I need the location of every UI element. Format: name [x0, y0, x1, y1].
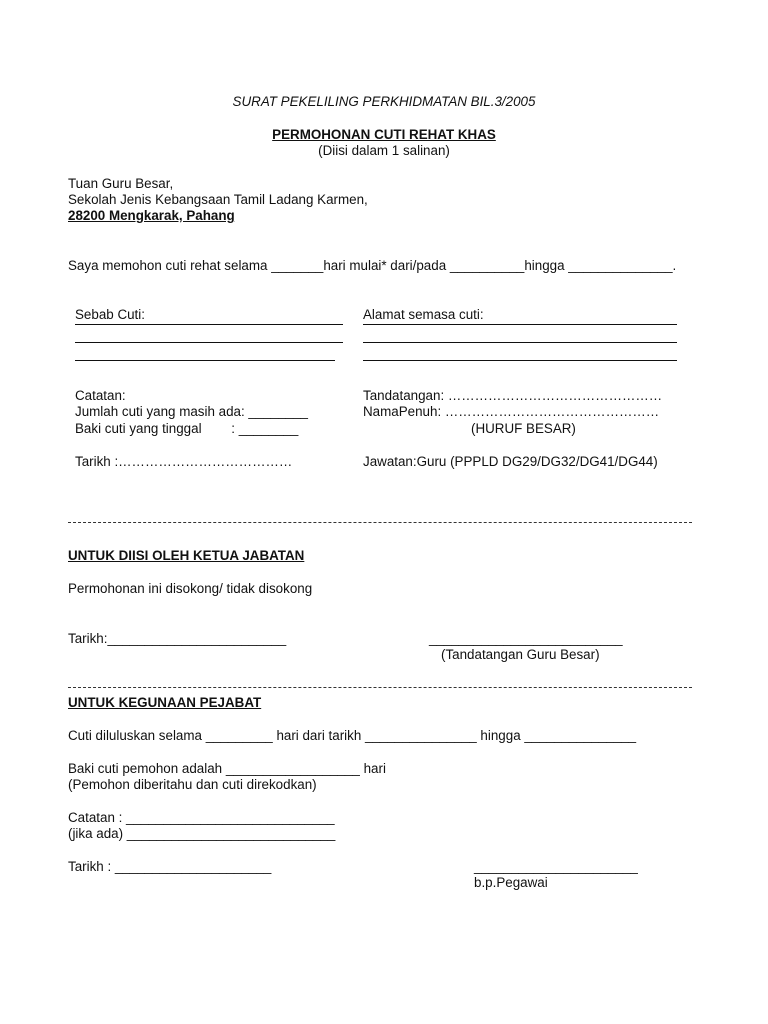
recipient-line: Tuan Guru Besar, — [68, 176, 174, 191]
record-note: (Pemohon diberitahu dan cuti direkodkan) — [68, 777, 317, 792]
leave-balance-field[interactable]: Baki cuti yang tinggal : ________ — [75, 421, 299, 436]
office-date-field[interactable]: Tarikh : _____________________ — [68, 859, 272, 874]
school-postcode: 28200 Mengkarak, Pahang — [68, 208, 235, 223]
leave-balance-office-field[interactable]: Baki cuti pemohon adalah __________________ hari — [68, 761, 386, 776]
uppercase-note: (HURUF BESAR) — [471, 421, 576, 436]
leave-request-sentence: Saya memohon cuti rehat selama _______hari mulai* dari/pada __________hingga ______________. — [68, 258, 677, 273]
form-subtitle: (Diisi dalam 1 salinan) — [318, 143, 450, 158]
leave-address-line-2[interactable] — [363, 342, 677, 343]
headmaster-signature-line[interactable]: __________________________ — [429, 631, 623, 646]
reason-line-2[interactable] — [75, 342, 343, 343]
section-divider-1 — [68, 522, 692, 523]
office-section-heading: UNTUK KEGUNAAN PEJABAT — [68, 695, 262, 710]
full-name-field[interactable]: NamaPenuh: ………………………………………… — [363, 404, 660, 419]
headmaster-signature-caption: (Tandatangan Guru Besar) — [441, 647, 600, 662]
leave-address-label: Alamat semasa cuti: — [363, 307, 484, 322]
section-divider-2 — [68, 687, 692, 688]
reason-line-3[interactable] — [75, 360, 335, 361]
signature-field[interactable]: Tandatangan: ………………………………………… — [363, 388, 663, 403]
notes-label: Catatan: — [75, 388, 126, 403]
remaining-leave-field[interactable]: Jumlah cuti yang masih ada: ________ — [75, 404, 309, 419]
approved-leave-field[interactable]: Cuti diluluskan selama _________ hari dari tarikh _______________ hingga _______________ — [68, 728, 637, 743]
officer-caption: b.p.Pegawai — [474, 875, 548, 890]
office-notes-field[interactable]: Catatan : ____________________________ — [68, 810, 335, 825]
head-section-heading: UNTUK DIISI OLEH KETUA JABATAN — [68, 548, 305, 563]
reason-line-1[interactable] — [75, 324, 343, 325]
leave-address-line-1[interactable] — [363, 324, 677, 325]
position-field: Jawatan:Guru (PPPLD DG29/DG32/DG41/DG44) — [363, 454, 658, 469]
office-notes-optional-field[interactable]: (jika ada) ____________________________ — [68, 826, 336, 841]
reason-label: Sebab Cuti: — [75, 307, 145, 322]
officer-signature-line[interactable]: ______________________ — [474, 859, 638, 874]
applicant-date-field[interactable]: Tarikh :………………………………… — [75, 454, 293, 469]
leave-address-line-3[interactable] — [363, 360, 677, 361]
school-name: Sekolah Jenis Kebangsaan Tamil Ladang Karmen, — [68, 192, 368, 207]
circular-reference: SURAT PEKELILING PERKHIDMATAN BIL.3/2005 — [232, 94, 536, 109]
head-date-field[interactable]: Tarikh:________________________ — [68, 631, 287, 646]
form-title: PERMOHONAN CUTI REHAT KHAS — [272, 127, 496, 142]
support-option-text: Permohonan ini disokong/ tidak disokong — [68, 581, 313, 596]
